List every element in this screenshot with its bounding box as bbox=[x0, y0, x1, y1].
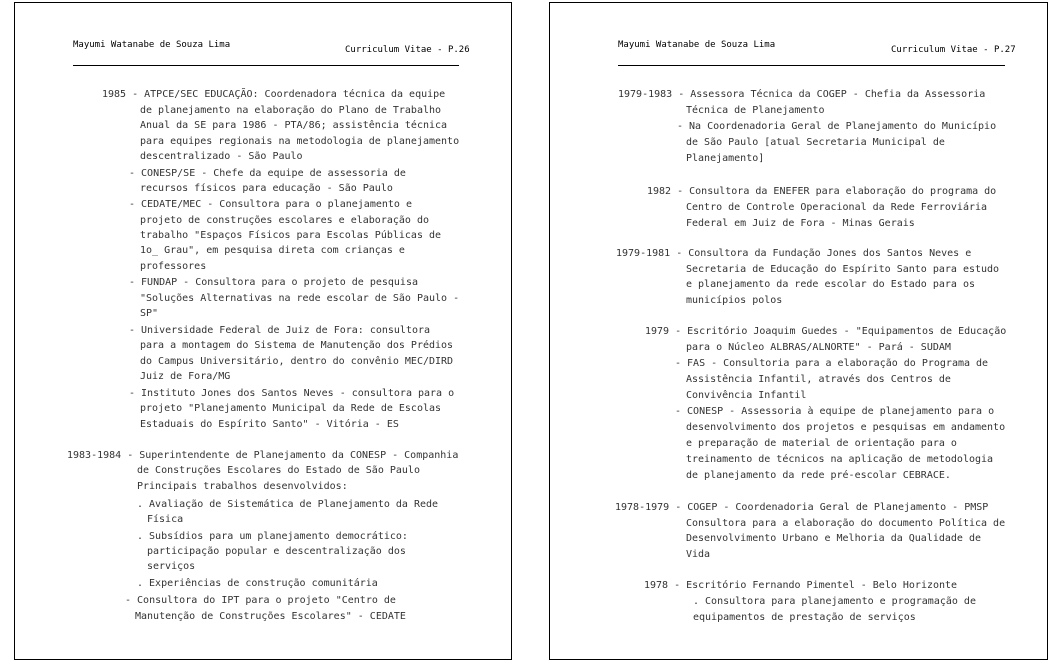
cv-line: 1979-1981 - Consultora da Fundação Jones dos Santos Neves e bbox=[616, 248, 972, 259]
cv-line: trabalho "Espaços Físicos para Escolas Públicas de bbox=[140, 230, 442, 241]
cv-line: descentralizado - São Paulo bbox=[140, 151, 303, 162]
cv-line: - Consultora do IPT para o projeto "Centro de bbox=[125, 595, 396, 606]
cv-line: Principais trabalhos desenvolvidos: bbox=[137, 481, 348, 492]
cv-line: 1978 - Escritório Fernando Pimentel - Belo Horizonte bbox=[644, 580, 958, 591]
cv-line: - FAS - Consultoria para a elaboração do Programa de bbox=[675, 358, 989, 369]
page-title: Curriculum Vitae - P.27 bbox=[891, 45, 1016, 55]
cv-line: Desenvolvimento Urbano e Melhoria da Qualidade de bbox=[686, 533, 982, 544]
cv-line: Centro de Controle Operacional da Rede Ferroviária bbox=[686, 202, 988, 213]
cv-line: treinamento de técnicos na aplicação de metodologia bbox=[686, 454, 994, 465]
cv-line: de São Paulo [atual Secretaria Municipal de bbox=[686, 137, 945, 148]
cv-line: Planejamento] bbox=[686, 153, 765, 164]
cv-line: Consultora para a elaboração do documento Política de bbox=[686, 518, 1006, 529]
cv-line: municípios polos bbox=[686, 295, 783, 306]
cv-line: 1978-1979 - COGEP - Coordenadoria Geral de Planejamento - PMSP bbox=[615, 502, 989, 513]
cv-line: professores bbox=[140, 261, 207, 272]
cv-line: Juiz de Fora/MG bbox=[140, 371, 231, 382]
cv-line: Estaduais do Espírito Santo" - Vitória - ES bbox=[140, 419, 399, 430]
cv-line: Secretaria de Educação do Espírito Santo para estudo bbox=[686, 264, 1000, 275]
cv-line: de planejamento da rede pré-escolar CEBRACE. bbox=[686, 470, 951, 481]
cv-line: 1983-1984 - Superintendente de Planejamento da CONESP - Companhia bbox=[67, 450, 459, 461]
cv-line: de Construções Escolares do Estado de São Paulo bbox=[137, 465, 420, 476]
cv-line: 1979 - Escritório Joaquim Guedes - "Equipamentos de Educação bbox=[645, 326, 1007, 337]
cv-line: . Consultora para planejamento e programação de bbox=[693, 596, 976, 607]
cv-line: e planejamento da rede escolar do Estado para os bbox=[686, 279, 975, 290]
document-page-26 bbox=[14, 2, 512, 660]
cv-line: recursos físicos para educação - São Paulo bbox=[140, 183, 393, 194]
cv-line: 1985 - ATPCE/SEC EDUCAÇÃO: Coordenadora técnica da equipe bbox=[102, 89, 446, 100]
cv-line: - CEDATE/MEC - Consultora para o planejamento e bbox=[129, 199, 412, 210]
cv-line: serviços bbox=[147, 561, 196, 572]
cv-line: "Soluções Alternativas na rede escolar de São Paulo - bbox=[140, 293, 460, 304]
cv-line: . Subsídios para um planejamento democrático: bbox=[137, 531, 408, 542]
cv-line: e preparação de material de orientação para o bbox=[686, 438, 957, 449]
cv-line: . Avaliação de Sistemática de Planejamento da Rede bbox=[137, 499, 439, 510]
cv-line: Manutenção de Construções Escolares" - CEDATE bbox=[135, 611, 406, 622]
cv-line: SP" bbox=[140, 308, 159, 319]
cv-line: Federal em Juiz de Fora - Minas Gerais bbox=[686, 218, 915, 229]
cv-line: para a montagem do Sistema de Manutenção dos Prédios bbox=[140, 340, 454, 351]
header-rule bbox=[73, 65, 459, 66]
cv-line: participação popular e descentralização dos bbox=[147, 546, 406, 557]
cv-line: . Experiências de construção comunitária bbox=[137, 578, 378, 589]
cv-line: - Universidade Federal de Juiz de Fora: consultora bbox=[129, 325, 431, 336]
cv-line: projeto "Planejamento Municipal da Rede de Escolas bbox=[140, 403, 442, 414]
cv-line: 1o_ Grau", em pesquisa direta com crianças e bbox=[140, 245, 405, 256]
cv-line: equipamentos de prestação de serviços bbox=[693, 612, 916, 623]
cv-line: 1982 - Consultora da ENEFER para elaboração do programa do bbox=[647, 186, 997, 197]
page-title: Curriculum Vitae - P.26 bbox=[345, 45, 470, 55]
document-page-27 bbox=[549, 2, 1048, 660]
cv-line: - FUNDAP - Consultora para o projeto de pesquisa bbox=[129, 277, 418, 288]
cv-line: Física bbox=[147, 514, 184, 525]
cv-line: para o Núcleo ALBRAS/ALNORTE" - Pará - SUDAM bbox=[686, 342, 951, 353]
cv-line: Técnica de Planejamento bbox=[686, 105, 825, 116]
cv-line: Assistência Infantil, através dos Centros de bbox=[686, 374, 951, 385]
cv-line: do Campus Universitário, dentro do convênio MEC/DIRD bbox=[140, 356, 454, 367]
cv-line: Anual da SE para 1986 - PTA/86; assistência técnica bbox=[140, 120, 448, 131]
cv-line: - Instituto Jones dos Santos Neves - consultora para o bbox=[129, 388, 455, 399]
author-name: Mayumi Watanabe de Souza Lima bbox=[618, 40, 776, 50]
cv-line: de planejamento na elaboração do Plano de Trabalho bbox=[140, 105, 442, 116]
cv-line: 1979-1983 - Assessora Técnica da COGEP - Chefia da Assessoria bbox=[618, 89, 986, 100]
author-name: Mayumi Watanabe de Souza Lima bbox=[73, 40, 231, 50]
cv-line: Convivência Infantil bbox=[686, 390, 807, 401]
cv-line: Vida bbox=[686, 549, 711, 560]
header-rule bbox=[618, 65, 1005, 66]
cv-line: desenvolvimento dos projetos e pesquisas em andamento bbox=[686, 422, 1006, 433]
cv-line: projeto de construções escolares e elaboração do bbox=[140, 215, 429, 226]
cv-line: - CONESP/SE - Chefe da equipe de assessoria de bbox=[129, 168, 406, 179]
cv-line: - CONESP - Assessoria à equipe de planejamento para o bbox=[675, 406, 995, 417]
cv-line: para equipes regionais na metodologia de planejamento bbox=[140, 136, 460, 147]
cv-line: - Na Coordenadoria Geral de Planejamento do Município bbox=[677, 121, 997, 132]
